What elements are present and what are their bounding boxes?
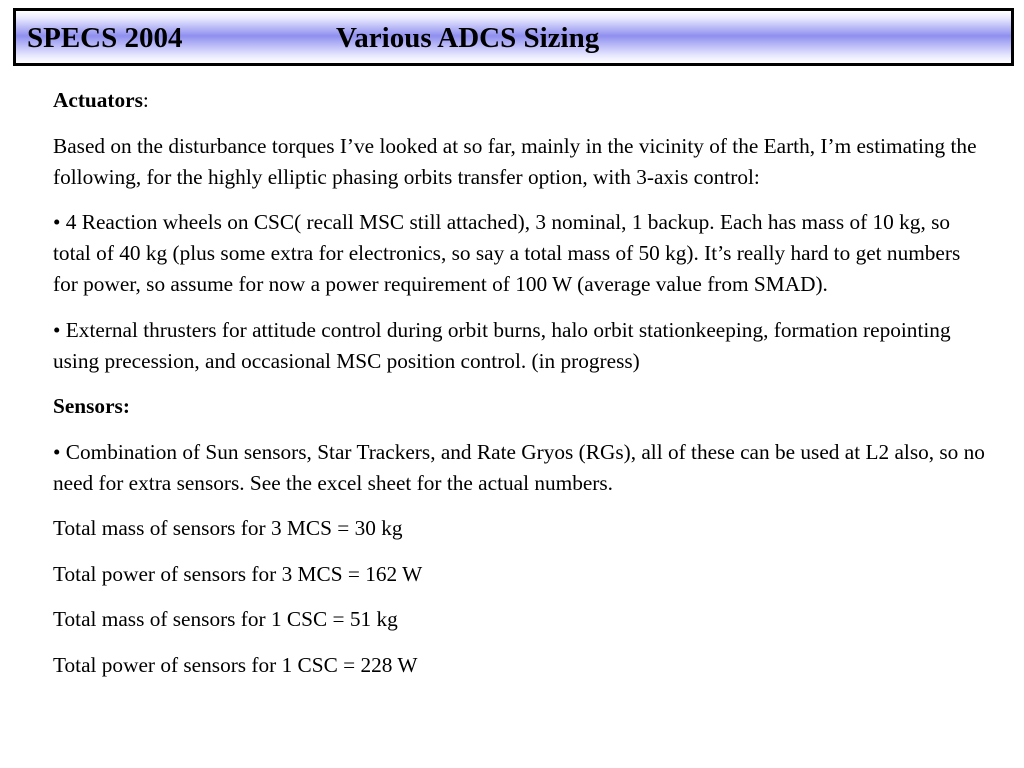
slide-title-right: Various ADCS Sizing: [336, 22, 600, 54]
reaction-wheels-bullet: • 4 Reaction wheels on CSC( recall MSC still attached), 3 nominal, 1 backup. Each has mass of 10 kg, so total of 40 kg (plus some extra for electronics, so say a total mass of 50 kg). It’s really hard to get numbers for power, so assume for now a power requirement of 100 W (average value from SMAD).: [53, 210, 961, 296]
total-mass-3-mcs: Total mass of sensors for 3 MCS = 30 kg: [53, 516, 403, 540]
actuators-heading-line: [53, 85, 988, 116]
actuators-heading: Actuators: [53, 88, 143, 112]
total-power-3-mcs: Total power of sensors for 3 MCS = 162 W: [53, 561, 423, 586]
sensors-bullet: • Combination of Sun sensors, Star Trackers, and Rate Gryos (RGs), all of these can be used at L2 also, so no need for extra sensors. See the excel sheet for the actual numbers.: [53, 439, 985, 495]
total-power-1-csc: Total power of sensors for 1 CSC = 228 W: [53, 652, 418, 677]
actuators-colon: :: [142, 88, 149, 112]
slide-title-bar: [13, 8, 1014, 66]
intro-paragraph: Based on the disturbance torques I’ve looked at so far, mainly in the vicinity of the Earth, I’m estimating the following, for the highly elliptic phasing orbits transfer option, with 3-axis control:: [53, 133, 977, 189]
slide-body: [53, 85, 988, 695]
total-mass-1-csc: Total mass of sensors for 1 CSC = 51 kg: [53, 607, 398, 631]
sensors-heading: Sensors:: [53, 394, 130, 418]
slide-title-left: SPECS 2004: [27, 22, 183, 54]
thrusters-bullet: • External thrusters for attitude control during orbit burns, halo orbit stationkeeping, formation repointing using precession, and occasional MSC position control. (in progress): [53, 317, 951, 373]
